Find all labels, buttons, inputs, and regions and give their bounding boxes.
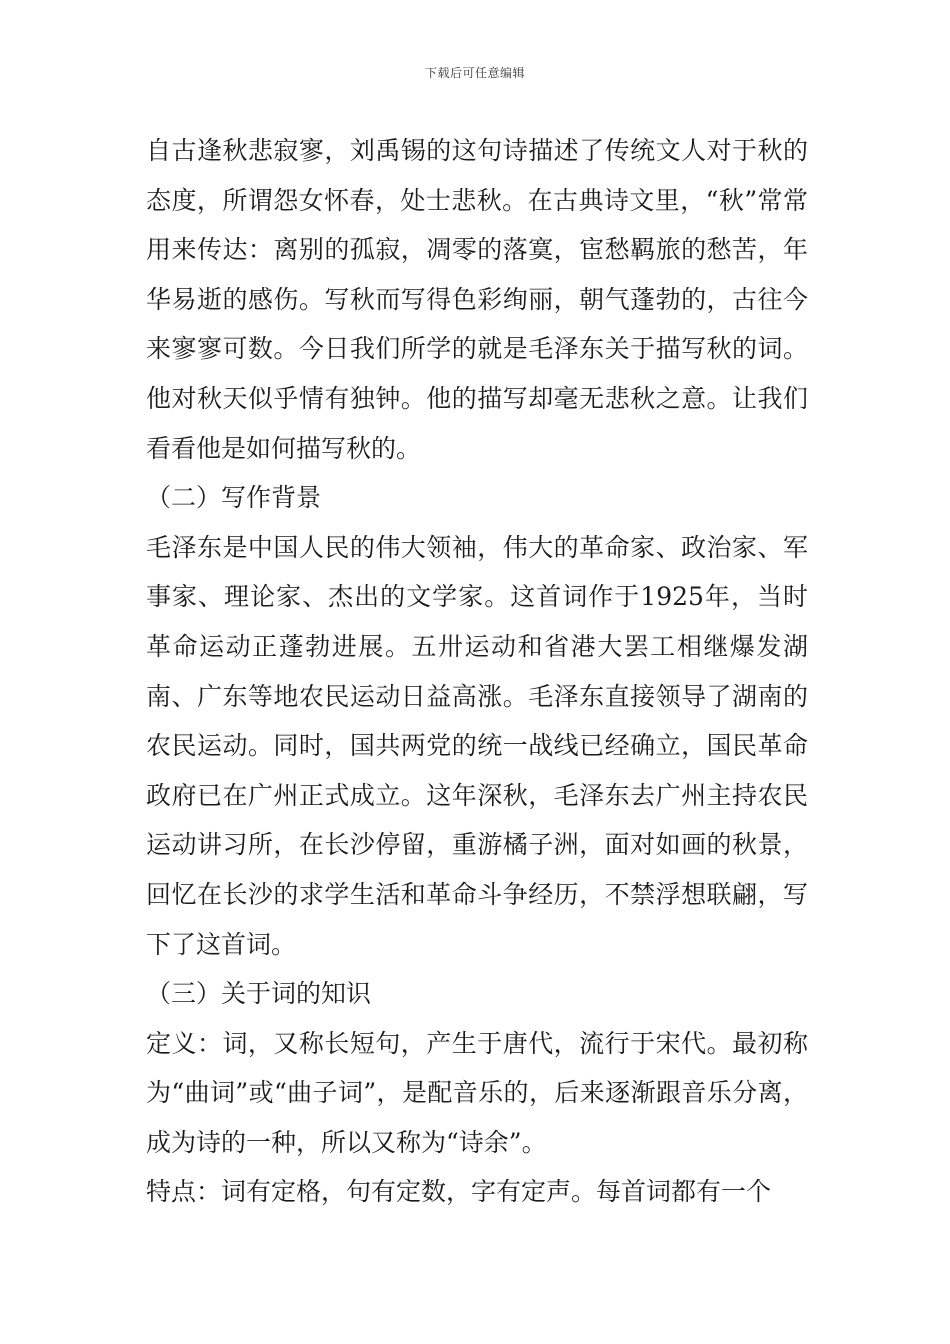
features-paragraph: 特点：词有定格，句有定数，字有定声。每首词都有一个 bbox=[146, 1177, 772, 1207]
intro-paragraph: 自古逢秋悲寂寥，刘禹锡的这句诗描述了传统文人对于秋的态度，所谓怨女怀春，处士悲秋。在古典诗文里，“秋”常常用来传达：离别的孤寂，凋零的落寞，宦愁羁旅的愁苦，年华易逝的感伤。写秋而写得色彩绚丽，朝气蓬勃的，古往今来寥寥可数。今日我们所学的就是毛泽东关于描写秋的词。他对秋天似乎情有独钟。他的描写却毫无悲秋之意。让我们看看他是如何描写秋的。 bbox=[146, 136, 808, 463]
definition-paragraph: 定义：词，又称长短句，产生于唐代，流行于宋代。最初称为“曲词”或“曲子词”，是配音乐的，后来逐渐跟音乐分离，成为诗的一种，所以又称为“诗余”。 bbox=[146, 1028, 808, 1157]
section-heading-ci-knowledge: （三）关于词的知识 bbox=[146, 979, 372, 1009]
background-paragraph: 毛泽东是中国人民的伟大领袖，伟大的革命家、政治家、军事家、理论家、杰出的文学家。这首词作于1925年，当时革命运动正蓬勃进展。五卅运动和省港大罢工相继爆发湖南、广东等地农民运动日益高涨。毛泽东直接领导了湖南的农民运动。同时，国共两党的统一战线已经确立，国民革命政府已在广州正式成立。这年深秋，毛泽东去广州主持农民运动讲习所，在长沙停留，重游橘子洲，面对如画的秋景，回忆在长沙的求学生活和革命斗争经历，不禁浮想联翩，写下了这首词。 bbox=[146, 532, 808, 959]
document-body bbox=[146, 126, 808, 1217]
section-heading-background: （二）写作背景 bbox=[146, 483, 322, 513]
page-header-note: 下载后可任意编辑 bbox=[424, 66, 525, 80]
